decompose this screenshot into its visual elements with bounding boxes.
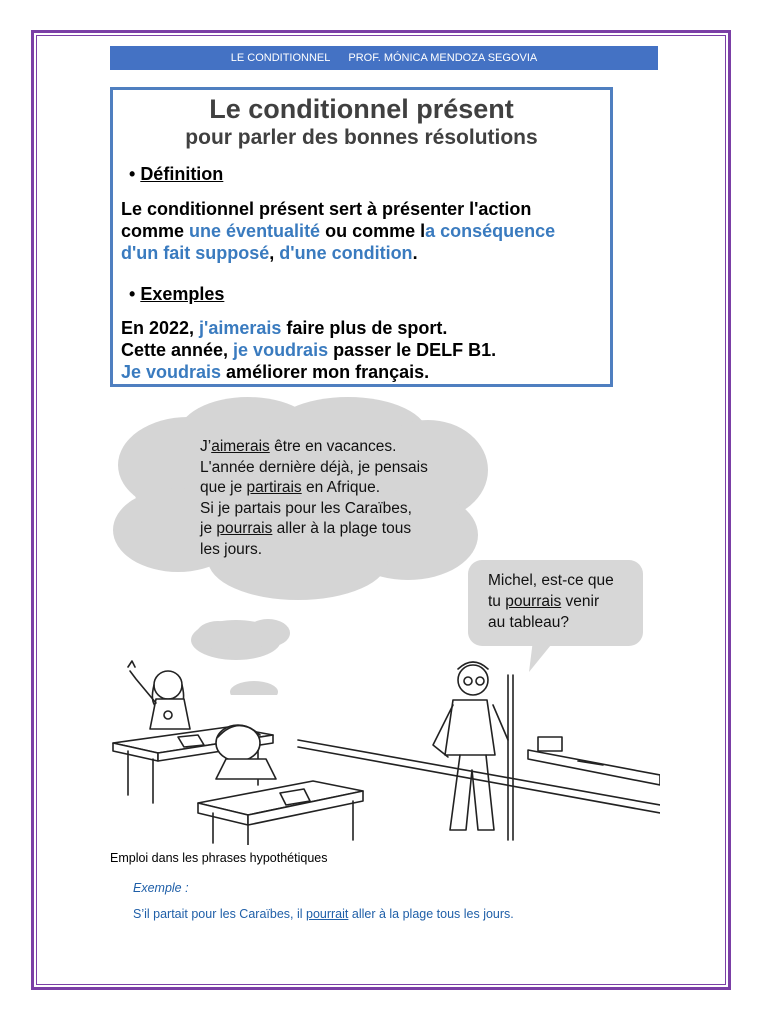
definition-heading: • Définition — [129, 164, 224, 184]
header-bar — [110, 46, 658, 70]
example-label: Exemple : — [133, 881, 189, 895]
slide-subtitle: pour parler des bonnes résolutions — [185, 126, 538, 149]
examples-heading: • Exemples — [129, 284, 225, 304]
slide-title: Le conditionnel présent — [209, 94, 514, 124]
examples-text — [121, 317, 496, 383]
classroom-illustration — [108, 655, 660, 845]
example-sentence: S’il partait pour les Caraïbes, il pourrait aller à la plage tous les jours. — [133, 907, 514, 921]
thought-cloud-text: J’aimerais être en vacances. L'année dernière déjà, je pensais que je partirais en Afrique. Si je partais pour les Caraïbes, je pourrais aller à la plage tous les jours. — [200, 438, 428, 558]
header-course: LE CONDITIONNEL — [230, 52, 331, 64]
speech-bubble-text: Michel, est-ce que tu pourrais venir au tableau? — [488, 572, 614, 631]
definition-text: Le conditionnel présent sert à présenter l'action comme une éventualité ou comme la conséquence d'un fait supposé, d'une condition. — [121, 199, 556, 263]
header-teacher: PROF. MÓNICA MENDOZA SEGOVIA — [348, 52, 538, 64]
definition-slide — [110, 87, 613, 387]
example-2: Cette année, je voudrais passer le DELF B1. — [121, 340, 497, 360]
example-3: Je voudrais améliorer mon français. — [121, 362, 430, 382]
caption: Emploi dans les phrases hypothétiques — [110, 851, 328, 865]
example-1: En 2022, j'aimerais faire plus de sport. — [121, 318, 448, 338]
